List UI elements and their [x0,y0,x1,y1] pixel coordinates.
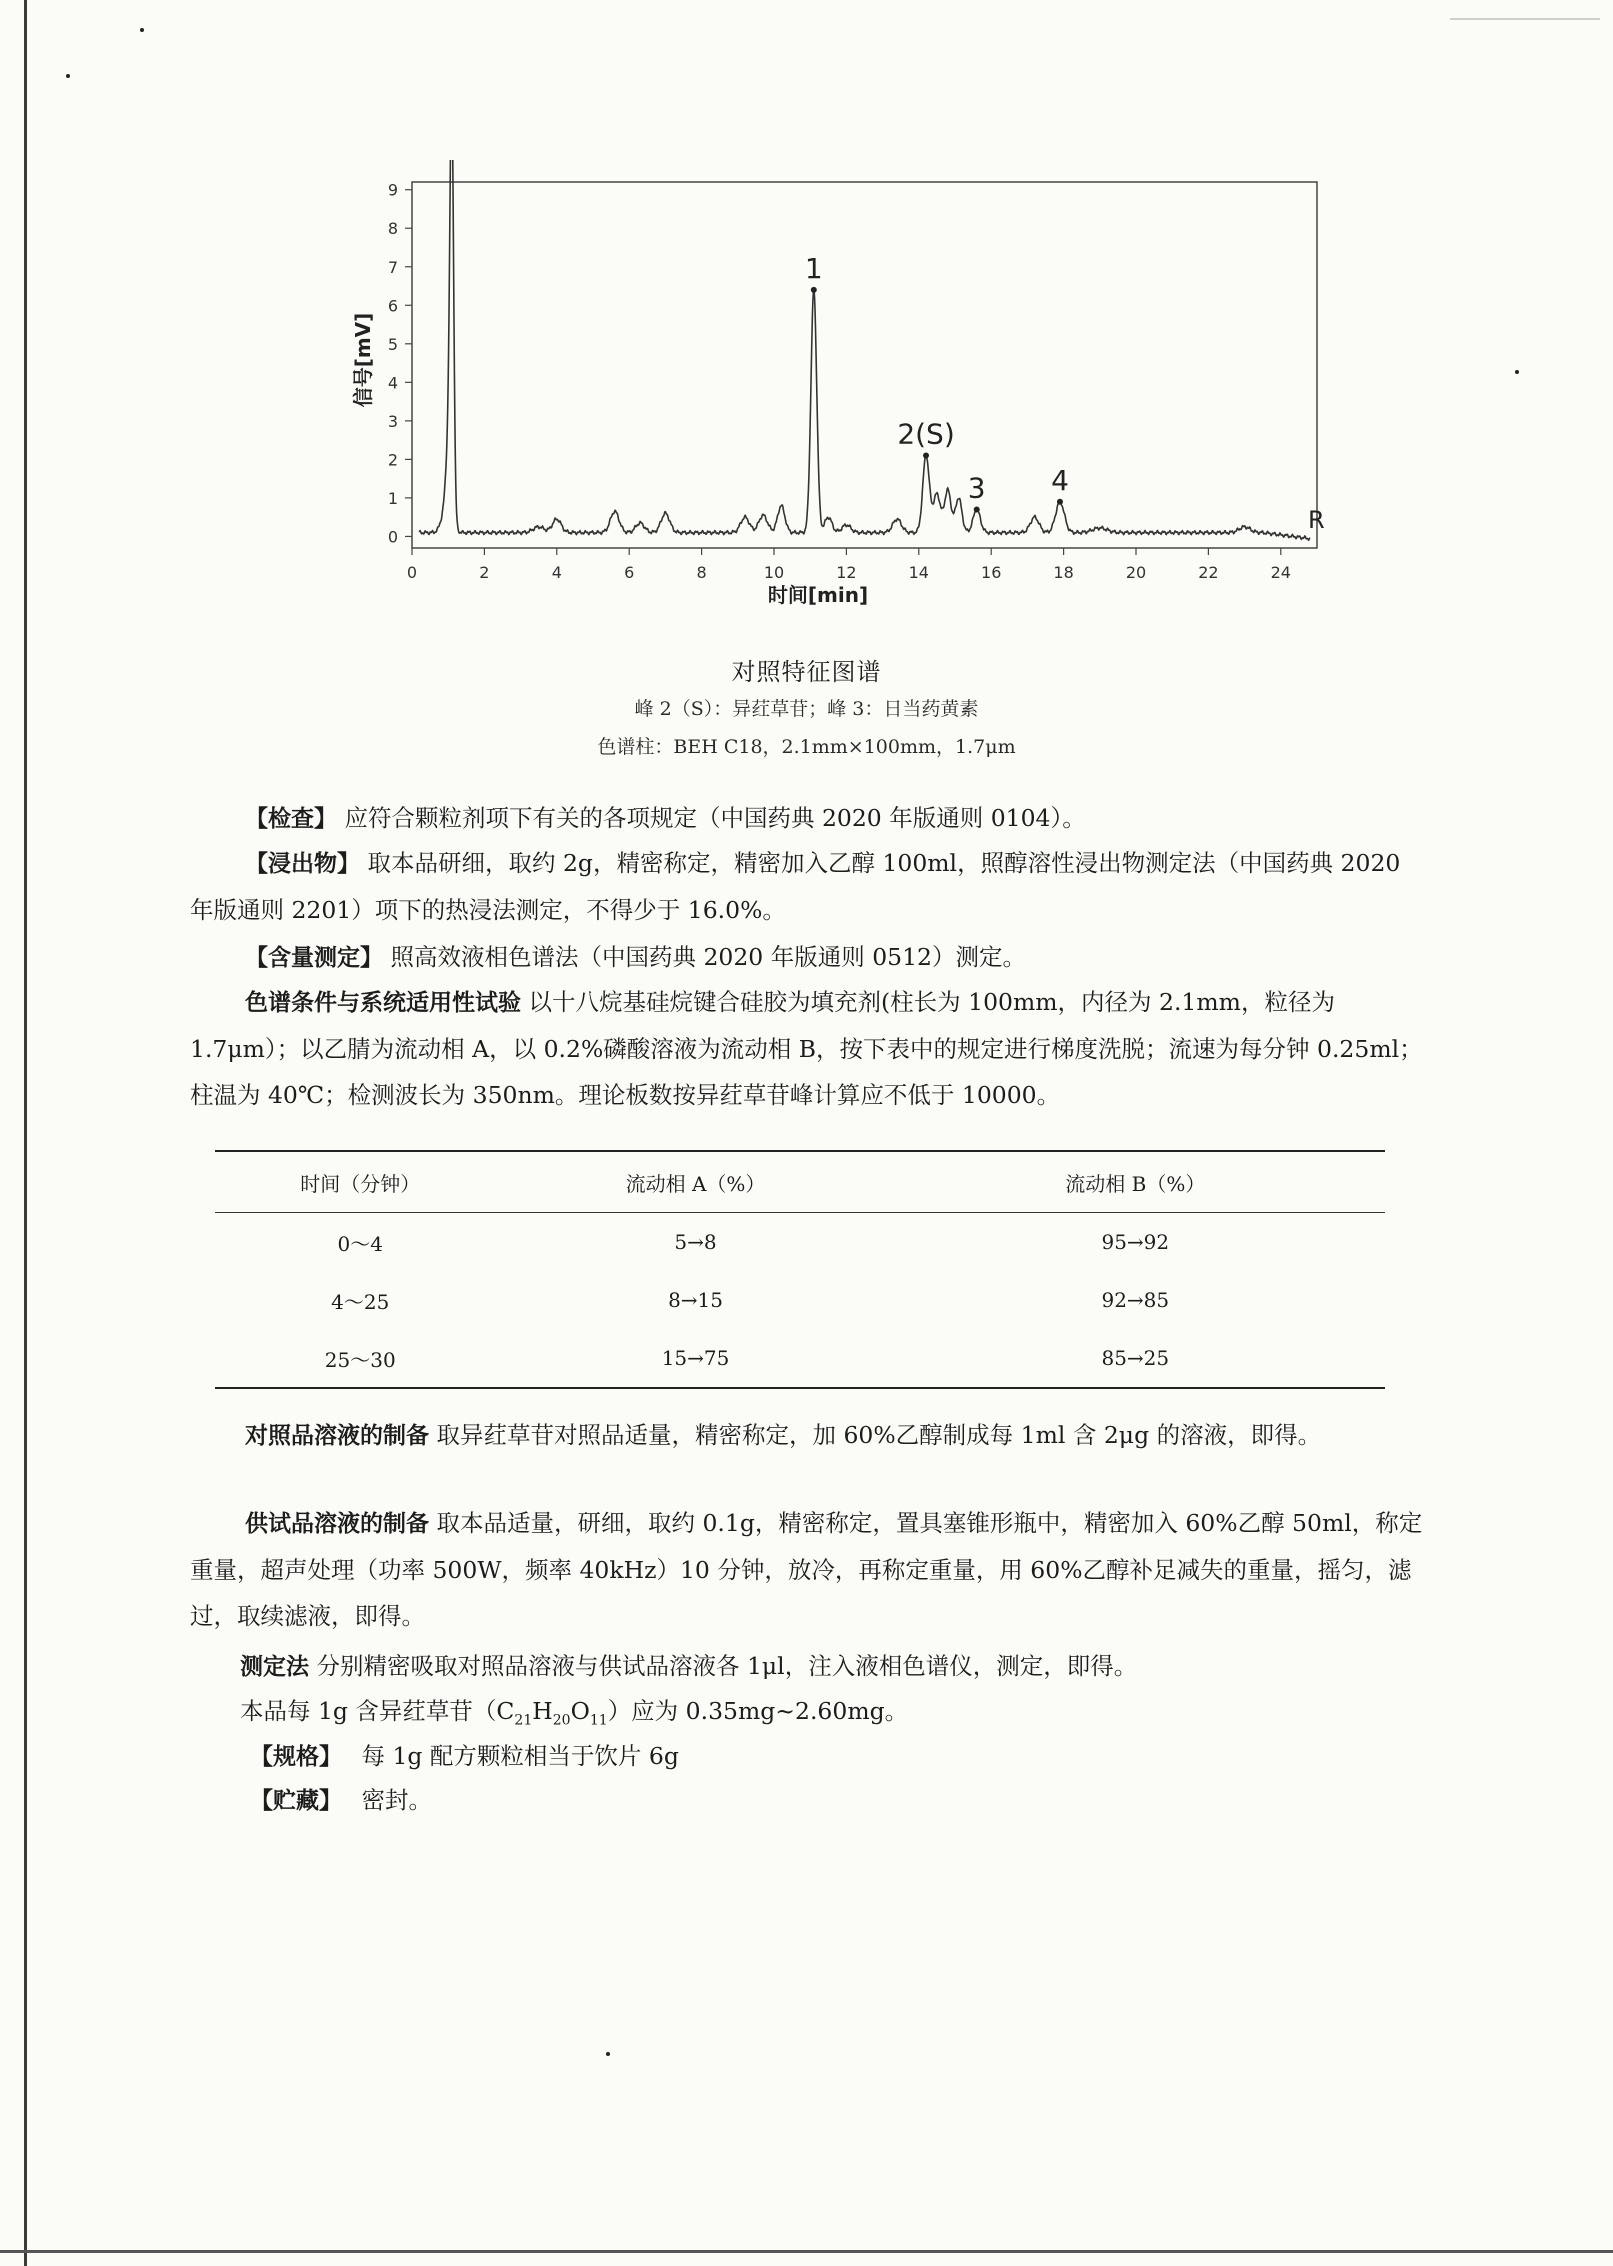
section-text: 应符合颗粒剂项下有关的各项规定（中国药典 2020 年版通则 0104）。 [344,804,1086,832]
formula-element: O [570,1697,590,1725]
section-label: 【规格】 [250,1744,342,1770]
peak-apex-marker [923,453,929,459]
y-tick-label: 6 [387,296,398,316]
x-tick-label: 18 [1053,563,1074,582]
section-label: 对照品溶液的制备 [245,1423,429,1449]
x-tick-label: 6 [624,563,635,582]
peak-label: 4 [1051,463,1069,497]
scan-edge-left [24,0,27,2266]
peak-apex-marker [1057,499,1063,505]
section-label: 【浸出物】 [245,851,360,877]
section-assay [245,934,1485,981]
y-tick-label: 3 [387,411,398,431]
formula-subscript: 20 [552,1712,571,1729]
section-specification [250,1733,1490,1780]
section-inspection [245,795,1485,842]
peak-label: 2(S) [897,417,955,451]
section-label: 供试品溶液的制备 [245,1511,429,1537]
scan-speck [1515,370,1519,374]
table-header: 流动相 B（%） [886,1151,1385,1213]
y-tick-label: 8 [387,219,398,239]
table-cell: 5→8 [674,1230,717,1254]
section-reference-solution [190,1412,1430,1459]
section-label: 色谱条件与系统适用性试验 [245,990,521,1016]
x-tick-label: 24 [1270,563,1291,582]
y-axis-label: 信号[mV] [351,312,375,408]
table-cell: 25～30 [215,1329,505,1388]
x-tick-label: 20 [1125,563,1147,582]
y-tick-label: 5 [387,334,398,354]
peak-label: 1 [804,251,823,285]
end-marker: R [1308,506,1325,534]
y-tick-label: 7 [387,257,398,277]
x-axis-label: 时间[min] [767,583,869,607]
table-cell: 85→25 [886,1329,1385,1388]
formula-subscript: 11 [589,1712,608,1729]
section-procedure [240,1643,1480,1690]
gradient-table [215,1150,1385,1389]
chromatogram-chart [340,160,1340,630]
content-prefix: 本品每 1g 含异荭草苷（C [240,1697,515,1725]
figure-title: 对照特征图谱 [731,658,882,686]
figure-column-note: 色谱柱：BEH C18，2.1mm×100mm，1.7μm [597,736,1016,758]
section-label: 【含量测定】 [245,945,383,971]
x-tick-label: 10 [763,563,785,582]
section-text: 密封。 [361,1786,432,1814]
table-row [215,1213,1385,1272]
section-text: 分别精密吸取对照品溶液与供试品溶液各 1μl，注入液相色谱仪，测定，即得。 [316,1652,1138,1680]
scan-edge-top [1450,18,1600,20]
section-text: 取本品研细，取约 2g，精密称定，精密加入乙醇 100ml，照醇溶性浸出物测定法（中国药典 2020 年版通则 2201）项下的热浸法测定，不得少于 16.0%。 [190,849,1401,924]
section-text: 取本品适量，研细，取约 0.1g，精密称定，置具塞锥形瓶中，精密加入 60%乙醇 50ml，称定重量，超声处理（功率 500W，频率 40kHz）10 分钟，放冷，再称定重量，用 60%乙醇补足减失的重量，摇匀，滤过，取续滤液，即得。 [190,1509,1423,1630]
scan-edge-bottom [0,2250,1613,2253]
y-tick-label: 2 [387,450,398,470]
x-tick-label: 4 [551,563,562,582]
table-cell: 8→15 [668,1288,723,1312]
y-tick-label: 4 [387,373,398,393]
section-text: 每 1g 配方颗粒相当于饮片 6g [361,1742,679,1770]
table-cell: 0～4 [337,1231,383,1256]
table-cell: 95→92 [1101,1230,1170,1254]
table-row [215,1329,1385,1388]
y-tick-label: 0 [387,527,398,547]
section-storage [250,1777,1490,1824]
peak-label: 3 [967,471,986,505]
section-label: 【贮藏】 [250,1788,342,1814]
plot-frame [412,182,1317,548]
section-text: 取异荭草苷对照品适量，精密称定，加 60%乙醇制成每 1ml 含 2μg 的溶液，即得。 [436,1421,1322,1449]
table-row [215,1271,1385,1329]
section-label: 测定法 [240,1654,309,1680]
y-tick-label: 9 [387,180,398,200]
peak-apex-marker [811,287,817,293]
table-header: 时间（分钟） [215,1151,505,1213]
scan-speck [140,28,144,32]
section-chromatographic-conditions [190,979,1430,1118]
scan-speck [606,2052,610,2056]
section-label: 【检查】 [245,806,337,832]
content-suffix: ）应为 0.35mg~2.60mg。 [607,1697,909,1725]
section-text: 以十八烷基硅烷键合硅胶为填充剂(柱长为 100mm，内径为 2.1mm，粒径为 1.7μm）；以乙腈为流动相 A，以 0.2%磷酸溶液为流动相 B，按下表中的规定进行梯度洗脱；流速为每分钟 0.25ml；柱温为 40℃；检测波长为 350nm。理论板数按异荭草苷峰计算应不低于 10000。 [190,988,1423,1109]
x-tick-label: 22 [1198,563,1219,582]
x-tick-label: 16 [981,563,1002,582]
table-header-row [215,1151,1385,1213]
section-test-solution [190,1500,1430,1639]
chromatogram-trace [419,160,1310,540]
x-tick-label: 14 [908,563,929,582]
x-tick-label: 0 [406,563,418,582]
section-text: 照高效液相色谱法（中国药典 2020 年版通则 0512）测定。 [390,943,1027,971]
figure-peaks-note: 峰 2（S）：异荭草苷；峰 3：日当药黄素 [634,698,979,720]
section-extractives [190,840,1430,933]
table-cell: 4～25 [331,1289,390,1314]
x-tick-label: 12 [836,563,857,582]
y-tick-label: 1 [387,488,398,508]
x-tick-label: 2 [479,563,490,582]
scan-speck [66,74,70,78]
peak-apex-marker [974,506,980,512]
x-tick-label: 8 [696,563,707,582]
table-cell: 92→85 [1101,1288,1170,1312]
formula-element: H [532,1697,553,1725]
table-header: 流动相 A（%） [505,1151,885,1213]
formula-subscript: 21 [514,1712,533,1729]
table-cell: 15→75 [505,1329,885,1388]
